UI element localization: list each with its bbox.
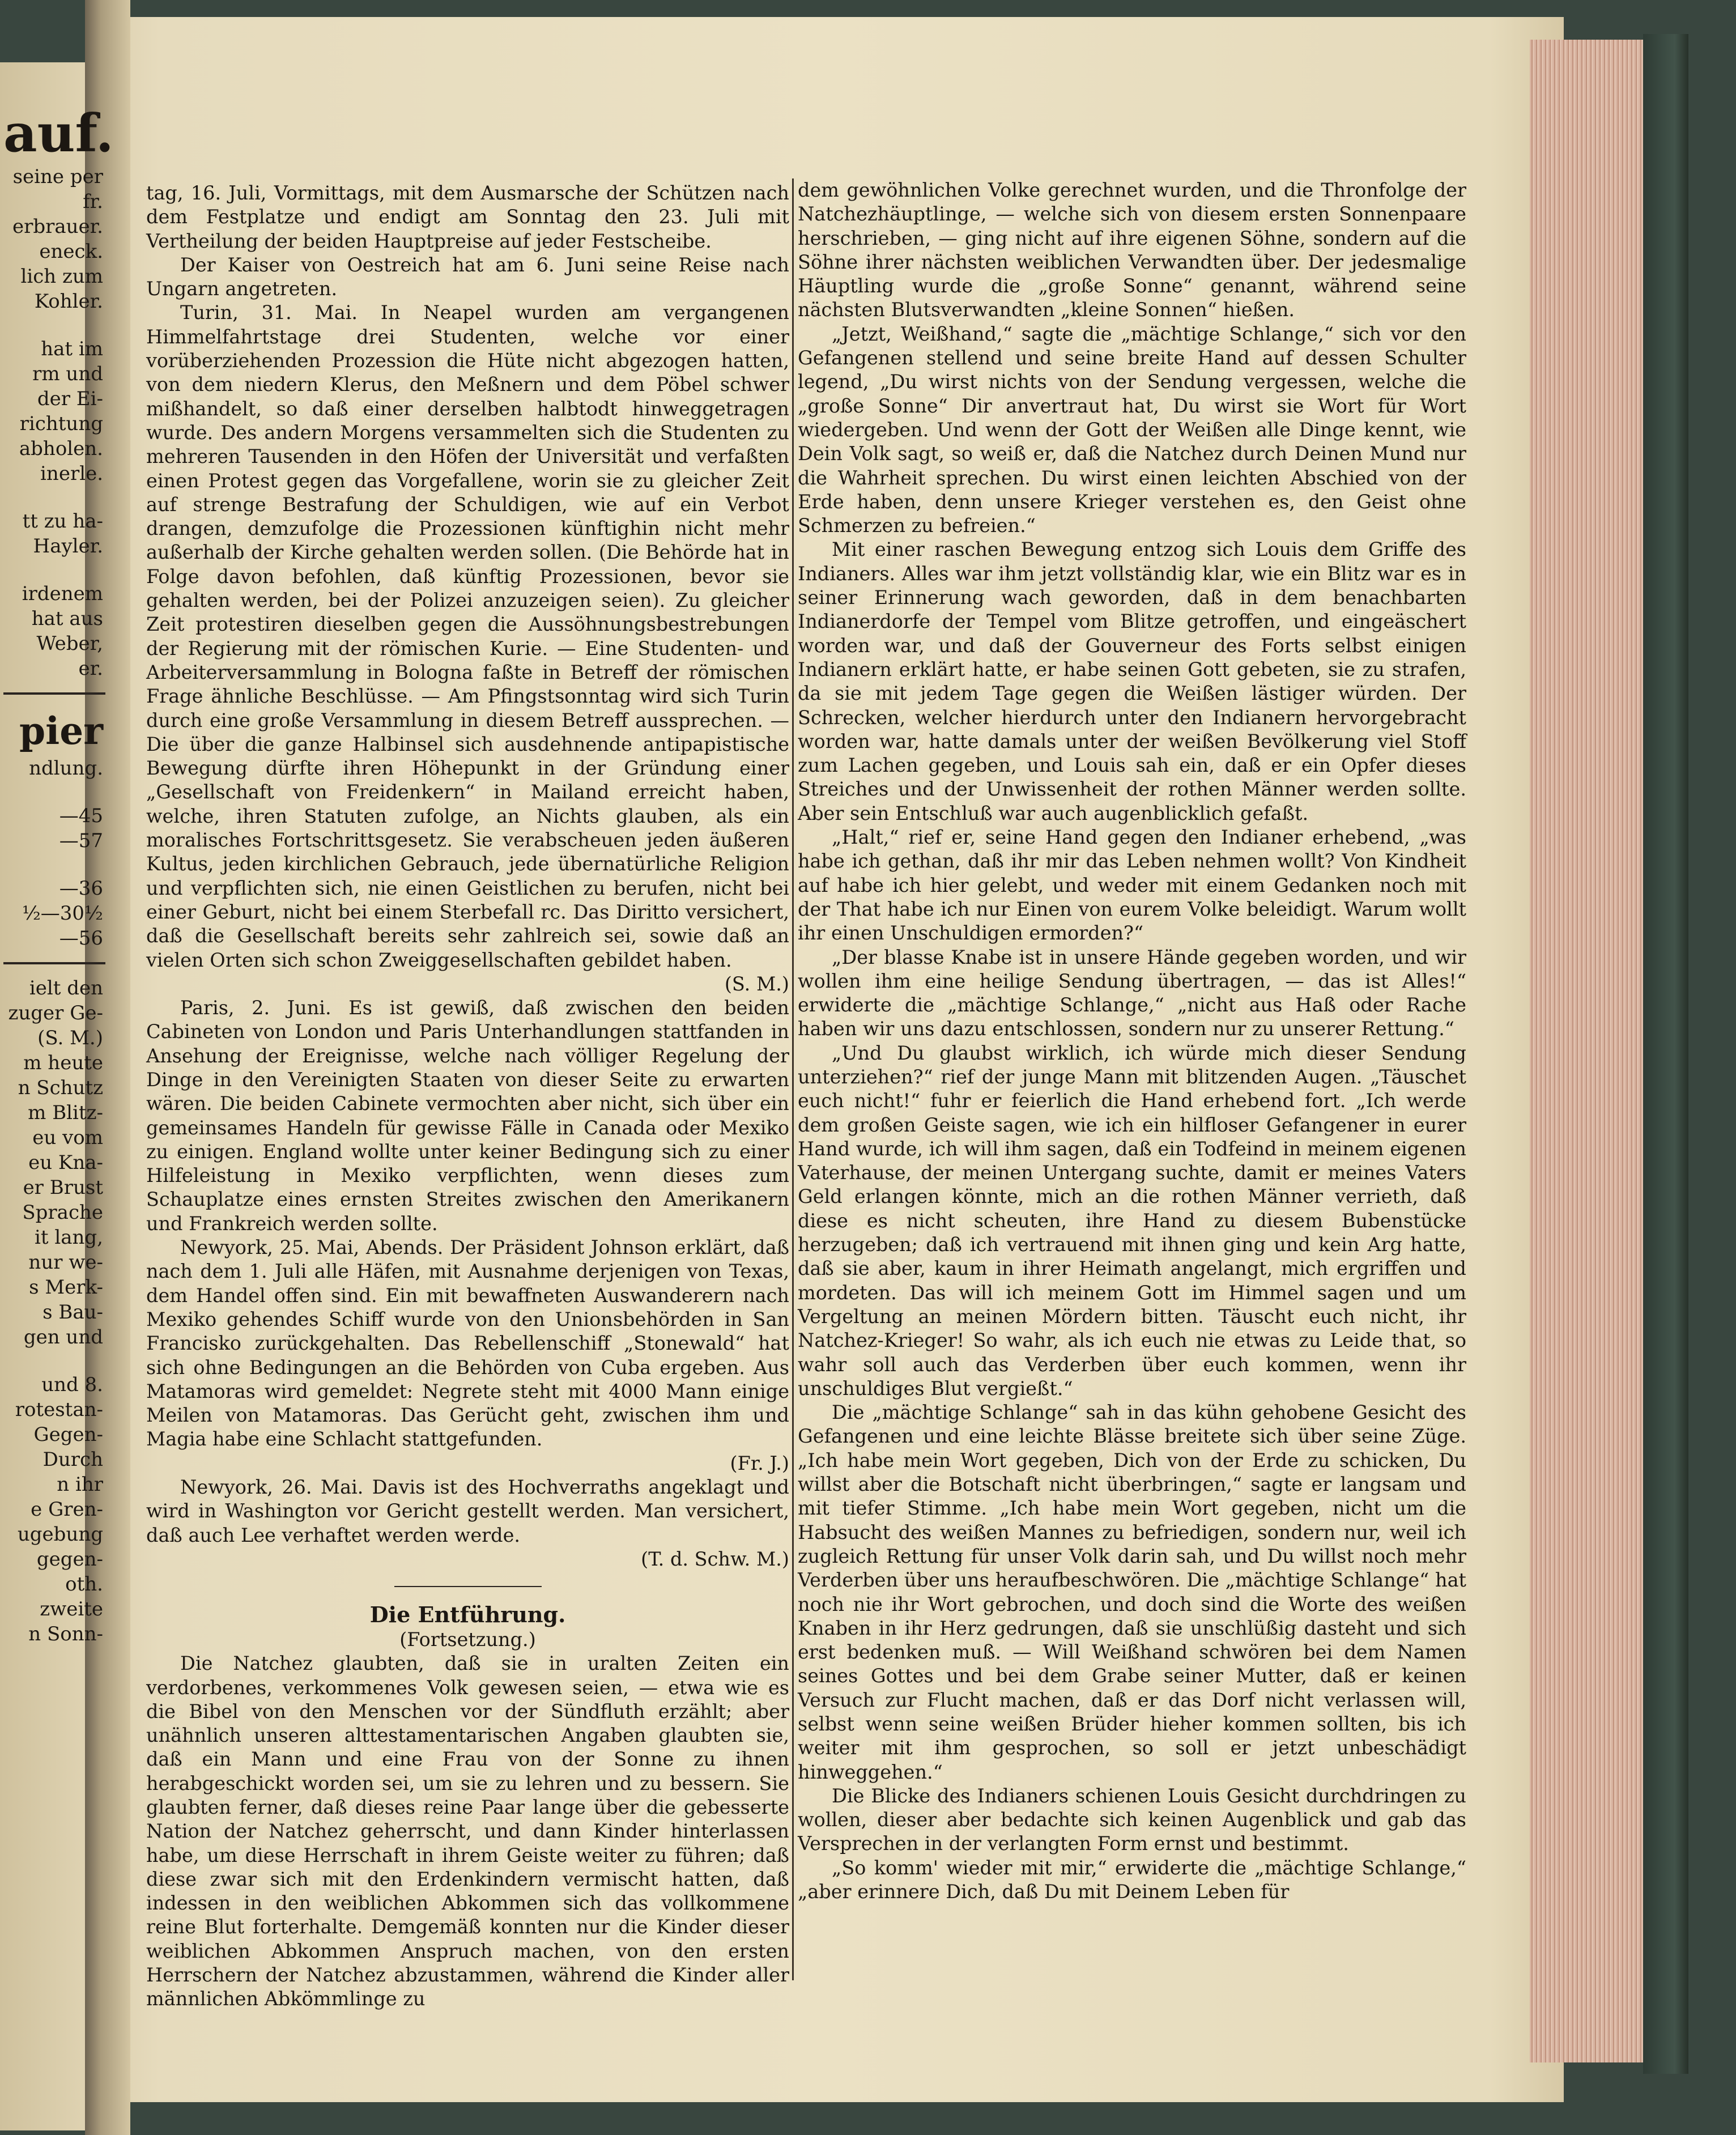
- text-fragment: tt zu ha-: [22, 510, 103, 533]
- text-fragment: irdenem: [22, 582, 103, 605]
- news-column: [146, 181, 789, 2010]
- paragraph: „Jetzt, Weißhand,“ sagte die „mächtige Schlange,“ sich vor den Gefangenen stellend und seine breite Hand auf dessen Schulter legend, „Du wirst nichts von der Sendung vergessen, welche die „große Sonne“ Dir anvertraut hat, Du wirst sie Wort für Wort wiedergeben. Und wenn der Gott der Weißen alle Dinge kennt, wie Dein Volk sagt, so weiß er, daß die Natchez durch Deinen Mund nur die Wahrheit sprechen. Du wirst einen leichten Abschied von der Erde haben, denn unsere Krieger verstehen es, den Geist ohne Schmerzen zu befreien.“: [798, 322, 1466, 537]
- text-fragment: s Bau-: [42, 1301, 103, 1324]
- page-edges: [1530, 40, 1649, 2062]
- section-separator: [394, 1586, 542, 1587]
- source-attribution: (S. M.): [724, 972, 789, 995]
- text-fragment: —56: [59, 927, 103, 950]
- column-rule: [792, 178, 794, 1980]
- book-cover: [1643, 34, 1688, 2074]
- text-fragment: s Merk-: [29, 1276, 103, 1299]
- text-fragment: —45: [59, 805, 103, 827]
- text-fragment: zweite: [40, 1598, 103, 1621]
- text-fragment: rotestan-: [15, 1398, 103, 1421]
- paragraph: Der Kaiser von Oestreich hat am 6. Juni seine Reise nach Ungarn angetreten.: [146, 253, 789, 300]
- text-fragment: Sprache: [22, 1201, 103, 1224]
- text-fragment: —57: [59, 830, 103, 852]
- spacer: [3, 559, 105, 581]
- text-fragment: auf.: [3, 103, 114, 164]
- text-fragment: Durch: [42, 1448, 103, 1471]
- text-fragment: er.: [78, 657, 103, 680]
- text-fragment: Gegen-: [33, 1423, 103, 1446]
- paragraph: „Der blasse Knabe ist in unsere Hände gegeben worden, und wir wollen ihm eine heilige Sendung übertragen, — das ist Alles!“ erwiderte die „mächtige Schlange,“ „nicht aus Haß oder Rache haben wir uns dazu entschlossen, sondern nur zu unserer Rettung.“: [798, 946, 1466, 1040]
- text-fragment: erbrauer.: [12, 215, 103, 238]
- paragraph: dem gewöhnlichen Volke gerechnet wurden, und die Thronfolge der Natchezhäuptlinge, — welche sich von diesem ersten Sonnenpaare herschrieben, — ging nicht auf ihre eigenen Söhne, sondern auf die Söhne ihrer nächsten weiblichen Verwandten über. Der jedesmalige Häuptling wurde die „große Sonne“ genannt, während seine nächsten Blutsverwandten „kleine Sonnen“ hießen.: [798, 179, 1466, 321]
- text-fragment: gegen-: [36, 1548, 103, 1571]
- previous-page-column: [3, 102, 114, 2085]
- spacer: [3, 781, 105, 803]
- text-fragment: richtung: [19, 412, 103, 435]
- text-fragment: it lang,: [35, 1226, 103, 1249]
- text-fragment: hat aus: [31, 607, 103, 630]
- text-fragment: ugebung: [17, 1523, 103, 1546]
- paragraph: „So komm' wieder mit mir,“ erwiderte die „mächtige Schlange,“ „aber erinnere Dich, daß Du mit Deinem Leben für: [798, 1856, 1466, 1903]
- text-fragment: nur we-: [28, 1251, 103, 1274]
- text-fragment: n ihr: [57, 1473, 103, 1496]
- text-fragment: —36: [59, 877, 103, 900]
- text-fragment: ielt den: [29, 977, 103, 1000]
- spacer: [3, 853, 105, 876]
- text-fragment: Weber,: [36, 632, 103, 655]
- paragraph: Newyork, 25. Mai, Abends. Der Präsident Johnson erklärt, daß nach dem 1. Juli alle Häfen, mit Ausnahme derjenigen von Texas, dem Handel offen sind. Ein mit bewaffneten Auswanderern nach Mexiko gehendes Schiff wurde von den Unionsbehörden in San Francisko zurückgehalten. Das Rebellenschiff „Stonewald“ hat sich ohne Bedingungen an die Behörden von Cuba ergeben. Aus Matamoras wird gemeldet: Negrete steht mit 4000 Mann einige Meilen von Matamoras. Das Gerücht geht, zwischen ihm und Magia habe eine Schlacht stattgefunden.: [146, 1236, 789, 1451]
- text-fragment: der Ei-: [37, 388, 103, 410]
- text-fragment: seine per: [12, 165, 103, 188]
- text-fragment: abholen.: [19, 437, 103, 460]
- text-fragment: ndlung.: [29, 757, 103, 780]
- paragraph: Paris, 2. Juni. Es ist gewiß, daß zwischen den beiden Cabineten von London und Paris Unterhandlungen stattfanden in Ansehung der Ereignisse, welche nach völliger Regelung der Dinge in den Vereinigten Staaten von dieser Seite zu erwarten wären. Die beiden Cabinete vermochten aber nicht, sich über ein gemeinsames Handeln für gewisse Fälle in Canada oder Mexiko zu einigen. England wollte unter keiner Bedingung sich zu einer Hilfeleistung in Mexiko verpflichten, wenn dieses zum Schauplatze eines ernsten Streites zwischen den Amerikanern und Frankreich werden sollte.: [146, 997, 789, 1235]
- text-fragment: m heute: [23, 1052, 103, 1074]
- spacer: [3, 486, 105, 509]
- text-fragment: ½—30½: [22, 902, 103, 925]
- text-fragment: (S. M.): [37, 1027, 103, 1049]
- text-fragment: n Schutz: [18, 1077, 103, 1099]
- paragraph: Die Natchez glaubten, daß sie in uralten Zeiten ein verdorbenes, verkommenes Volk gewesen seien, — etwa wie es die Bibel von den Menschen vor der Sündfluth erzählt; aber unähnlich unseren alttestamentarischen Angaben glaubten sie, daß ein Mann und eine Frau von der Sonne zu ihnen herabgeschickt worden sei, um sie zu lehren und zu bessern. Sie glaubten ferner, daß dieses reine Paar lange über die gebesserte Nation der Natchez geherrscht, und dann Kinder hinterlassen habe, um diese Herrschaft in ihrem Geiste weiter zu führen; daß diese zwar sich mit den Erdenkindern vermischt hatten, daß indessen in den weiblichen Abkommen sich das vollkommene reine Blut forterhalte. Demgemäß konnten nur die Kinder dieser weiblichen Abkommen Anspruch machen, von den ersten Herrschern der Natchez abzustammen, während die Kinder aller männlichen Abkömmlinge zu: [146, 1652, 789, 2010]
- article-subheading: (Fortsetzung.): [399, 1628, 536, 1651]
- paragraph: Mit einer raschen Bewegung entzog sich Louis dem Griffe des Indianers. Alles war ihm jetzt vollständig klar, wie ein Blitz war es in seiner Erinnerung wach geworden, daß in dem benachbarten Indianerdorfe der Tempel vom Blitze getroffen, und eingeäschert worden war, und daß der Gouverneur des Forts selbst einigen Indianern erklärt hatte, er habe seinen Gott gebeten, sie zu strafen, da sie mit jedem Tage gegen die Weißen lästiger würden. Der Schrecken, welcher hierdurch unter den Indianern hervorgebracht worden war, hatte damals unter der weißen Bevölkerung viel Stoff zum Lachen gegeben, und Louis sah ein, daß er ein Opfer dieses Streiches und der Unwissenheit der rothen Männer werden sollte. Aber sein Entschluß war auch augenblicklich gefaßt.: [798, 538, 1466, 824]
- separator-rule: [3, 692, 105, 695]
- paragraph: Newyork, 26. Mai. Davis ist des Hochverraths angeklagt und wird in Washington vor Gericht gestellt werden. Man versichert, daß auch Lee verhaftet werden werde.: [146, 1476, 789, 1546]
- article-heading: Die Entführung.: [369, 1602, 566, 1628]
- text-fragment: pier: [19, 709, 103, 753]
- text-fragment: lich zum: [20, 265, 103, 288]
- text-fragment: er Brust: [23, 1176, 103, 1199]
- text-fragment: zuger Ge-: [8, 1002, 103, 1024]
- text-fragment: m Blitz-: [28, 1101, 103, 1124]
- spacer: [3, 1350, 105, 1372]
- text-fragment: oth.: [65, 1573, 103, 1596]
- text-fragment: n Sonn-: [28, 1623, 103, 1645]
- story-column: [798, 178, 1466, 1980]
- paragraph: „Halt,“ rief er, seine Hand gegen den Indianer erhebend, „was habe ich gethan, daß ihr mir das Leben nehmen wollt? Von Kindheit auf habe ich hier gelebt, und weder mit einem Gedanken noch mit der That habe ich nur Einen von eurem Volke beleidigt. Warum wollt ihr einen Unschuldigen ermorden?“: [798, 826, 1466, 945]
- paragraph: Die „mächtige Schlange“ sah in das kühn gehobene Gesicht des Gefangenen und eine leichte Blässe breitete sich über seine Züge. „Ich habe mein Wort gegeben, Dich von der Erde zu schicken, Du willst aber die Botschaft nicht überbringen,“ sagte er langsam und mit tiefer Stimme. „Ich habe mein Wort gegeben, nicht um die Habsucht des weißen Mannes zu befriedigen, sondern nur, weil ich zugleich Rettung für unser Volk darin sah, und Du willst noch mehr Verderben über uns heraufbeschwören. Die „mächtige Schlange“ hat noch nie ihr Wort gebrochen, und doch sind die Worte des weißen Knaben in ihr Herz gedrungen, daß sie unschlüßig dasteht und sich erst bedenken muß. — Will Weißhand schwören bei dem Namen seines Gottes und bei dem Grabe seiner Mutter, daß er keinen Versuch zur Flucht machen, daß er das Dorf nicht verlassen will, selbst wenn seine weißen Brüder hieher kommen sollten, bis ich weiter mit ihm gesprochen, so soll er jetzt unbeschädigt hinweggehen.“: [798, 1401, 1466, 1783]
- text-fragment: eneck.: [39, 240, 103, 263]
- text-fragment: fr.: [83, 190, 103, 213]
- text-fragment: rm und: [32, 363, 103, 385]
- text-fragment: eu vom: [32, 1126, 103, 1149]
- paragraph: Turin, 31. Mai. In Neapel wurden am vergangenen Himmelfahrtstage drei Studenten, welche vor einer vorüberziehenden Prozession die Hüte nicht abgezogen hatten, von dem niedern Klerus, den Meßnern und dem Pöbel schwer mißhandelt, so daß einer derselben halbtodt hinweggetragen wurde. Des andern Morgens versammelten sich die Studenten zu mehreren Tausenden in den Höfen der Universität und verfaßten einen Protest gegen das Vorgefallene, worin sie zu gleicher Zeit auf strenge Bestrafung der Schuldigen, wie auf ein Verbot drangen, demzufolge die Prozessionen künftighin nicht mehr außerhalb der Kirche gehalten werden sollen. (Die Behörde hat in Folge davon befohlen, daß künftig Prozessionen, bevor sie gehalten werden, bei der Polizei anzuzeigen seien). Zu gleicher Zeit protestiren dieselben gegen die Aussöhnungsbestrebungen der Regierung mit der römischen Kurie. — Eine Studenten- und Arbeiterversammlung in Bologna faßte in Betreff der römischen Frage ähnliche Beschlüsse. — Am Pfingstsonntag wird sich Turin durch eine große Versammlung in diesem Betreff aussprechen. — Die über die ganze Halbinsel sich ausdehnende antipapistische Bewegung dürfte ihren Höhepunkt in der Gründung einer „Gesellschaft von Freidenkern“ in Mailand erreicht haben, welche, ihren Statuten zufolge, an Nichts glauben, als ein moralisches Fortschrittsgesetz. Sie verabscheuen jeden äußeren Kultus, jeden kirchlichen Gebrauch, jede übernatürliche Religion und verpflichten sich, nie einen Geistlichen zu berufen, nicht bei einer Geburt, nicht bei einem Sterbefall rc. Das Diritto versichert, daß die Gesellschaft bereits sehr zahlreich sei, sowie daß an vielen Orten sich schon Zweiggesellschaften gebildet haben.: [146, 301, 789, 971]
- text-fragment: Hayler.: [33, 535, 103, 558]
- text-fragment: inerle.: [40, 462, 103, 485]
- source-attribution: (Fr. J.): [730, 1452, 789, 1474]
- text-fragment: hat im: [41, 338, 103, 360]
- text-fragment: eu Kna-: [28, 1151, 103, 1174]
- text-fragment: gen und: [23, 1326, 103, 1349]
- text-fragment: e Gren-: [31, 1498, 103, 1521]
- paragraph: tag, 16. Juli, Vormittags, mit dem Ausmarsche der Schützen nach dem Festplatze und endigt am Sonntag den 23. Juli mit Vertheilung der beiden Hauptpreise auf jeder Festscheibe.: [146, 182, 789, 252]
- source-attribution: (T. d. Schw. M.): [641, 1547, 789, 1570]
- text-fragment: Kohler.: [34, 290, 103, 313]
- text-fragment: und 8.: [41, 1373, 103, 1396]
- spacer: [3, 314, 105, 337]
- paragraph: „Und Du glaubst wirklich, ich würde mich dieser Sendung unterziehen?“ rief der junge Mann mit blitzenden Augen. „Täuschet euch nicht!“ fuhr er feierlich die Hand erhebend fort. „Ich werde dem großen Geiste sagen, wie ich ein hilfloser Gefangener in eurer Hand wurde, ich will ihm sagen, daß ein Todfeind in meinem eigenen Vaterhause, der meinen Untergang suchte, damit er meines Vaters Geld erlangen könnte, mich an die rothen Männer verrieth, daß diese es nicht scheuten, ihre Hand zu diesem Bubenstücke herzugeben; daß ich vertrauend mit ihnen ging und kein Arg hatte, daß sie aber, kaum in ihrer Heimath angelangt, mich ergriffen und mordeten. Das will ich meinem Gott im Himmel sagen und um Vergeltung an meinen Mördern bitten. Täuscht euch nicht, ihr Natchez-Krieger! So wahr, als ich euch nie etwas zu Leide that, so wahr soll auch das Verderben über euch kommen, wenn ihr unschuldiges Blut vergießt.“: [798, 1041, 1466, 1400]
- paragraph: Die Blicke des Indianers schienen Louis Gesicht durchdringen zu wollen, dieser aber bedachte sich keinen Augenblick und gab das Versprechen in der verlangten Form ernst und bestimmt.: [798, 1784, 1466, 1855]
- separator-rule: [3, 962, 105, 964]
